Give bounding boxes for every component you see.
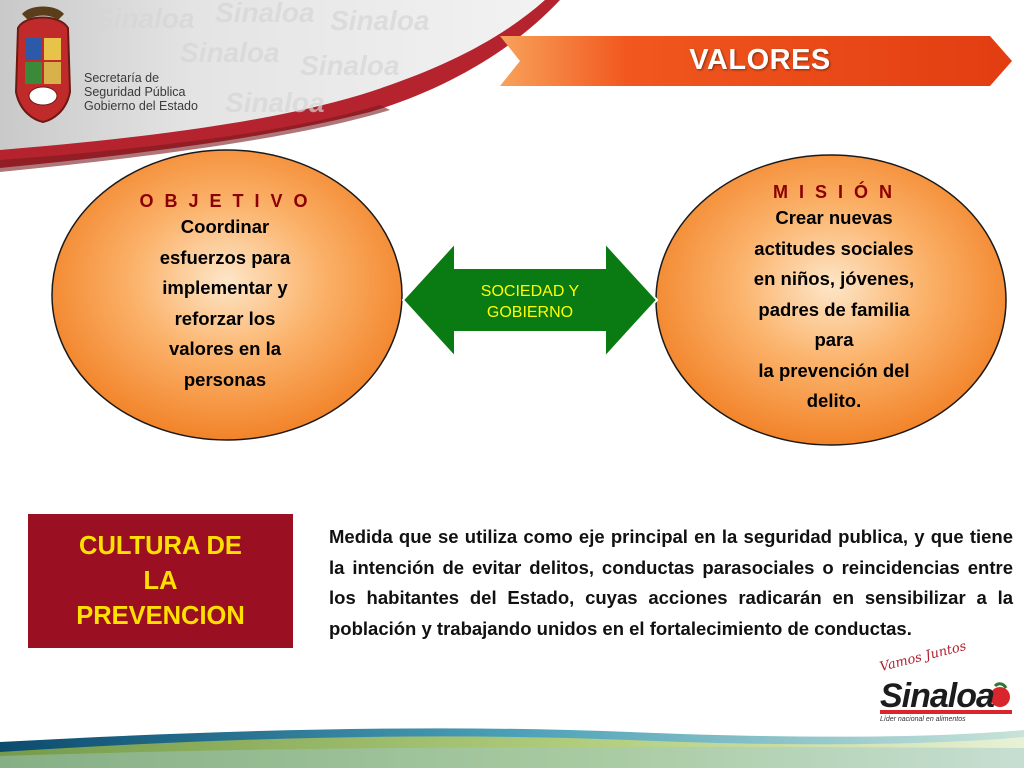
mision-line: delito. xyxy=(806,390,862,411)
objetivo-line: reforzar los xyxy=(174,307,276,329)
svg-text:Sinaloa: Sinaloa xyxy=(95,3,195,34)
mision-line: en niños, jóvenes, xyxy=(753,268,915,289)
cultura-title xyxy=(41,529,281,634)
mision-block xyxy=(684,182,984,417)
agency-name xyxy=(84,71,198,113)
mision-heading: M I S I Ó N xyxy=(772,182,895,202)
svg-text:Sinaloa: Sinaloa xyxy=(330,5,430,36)
mision-line: la prevención del xyxy=(758,359,910,381)
agency-line: Seguridad Pública xyxy=(84,85,186,99)
svg-text:Sinaloa: Sinaloa xyxy=(215,0,315,28)
objetivo-line: personas xyxy=(183,368,267,390)
cultura-box xyxy=(28,514,293,648)
mision-line: para xyxy=(814,329,854,350)
sinaloa-logo-word: Sinaloa xyxy=(880,677,994,715)
agency-line: Secretaría de xyxy=(84,71,160,85)
objetivo-line: valores en la xyxy=(168,338,282,359)
cultura-line: LA xyxy=(143,566,178,595)
arrow-label xyxy=(455,281,605,323)
agency-line: Gobierno del Estado xyxy=(84,99,198,113)
objetivo-line: implementar y xyxy=(162,277,288,298)
cultura-line: CULTURA DE xyxy=(79,531,242,560)
objetivo-heading: O B J E T I V O xyxy=(139,191,311,211)
arrow-label-line: GOBIERNO xyxy=(486,304,574,321)
objetivo-text xyxy=(75,212,375,395)
coat-of-arms-icon xyxy=(16,7,70,123)
mision-line: Crear nuevas xyxy=(775,207,893,228)
description-paragraph: Medida que se utiliza como eje principal en la seguridad publica, y que tiene la intención de evitar delitos, conductas parasociales o reincidencias entre los habitantes del Estado, cuyas acciones radicarán en sensibilizar a la población y trabajando unidos en el fortalecimiento de conductas. xyxy=(329,526,1013,639)
mision-text xyxy=(684,203,984,417)
logo-signature: Vamos Juntos xyxy=(878,639,968,675)
svg-text:Sinaloa: Sinaloa xyxy=(225,87,325,118)
svg-text:Sinaloa: Sinaloa xyxy=(300,50,400,81)
arrow-label-line: SOCIEDAD Y xyxy=(480,283,580,300)
sinaloa-tagline: Líder nacional en alimentos xyxy=(880,716,966,723)
objetivo-line: esfuerzos para xyxy=(159,246,291,268)
mision-line: padres de familia xyxy=(758,298,910,320)
cultura-line: PREVENCION xyxy=(76,601,245,630)
objetivo-line: Coordinar xyxy=(180,216,270,237)
mision-line: actitudes sociales xyxy=(754,237,914,259)
svg-text:Sinaloa: Sinaloa xyxy=(180,37,280,68)
objetivo-block xyxy=(75,191,375,395)
slide-title: VALORES xyxy=(689,44,831,76)
